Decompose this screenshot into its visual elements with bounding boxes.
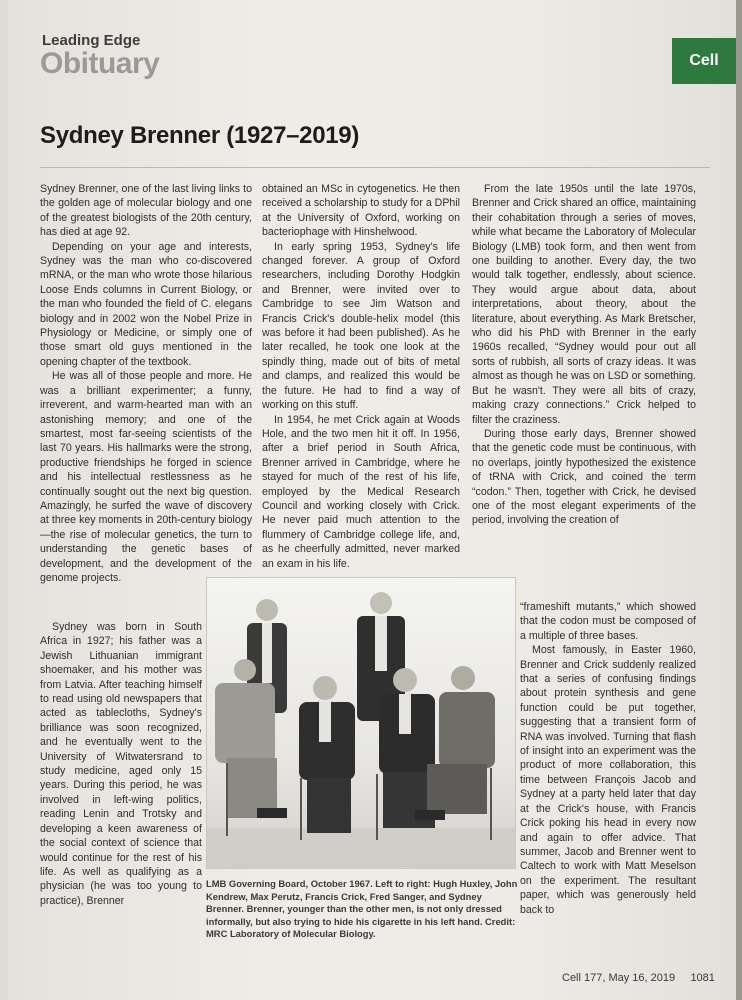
- paragraph: Most famously, in Easter 1960, Brenner and Crick suddenly realized that a series of confusing findings about protein synthesis and gene function could be put together, suggesting that a transient form of RNA was involved. Turning that flash of insight into an experiment was the product of more collaboration, this time between François Jacob and Sydney at a party held later that day at the Crick's house, with Francis Crick poking his head in every now and again to offer advice. That summer, Jacob and Brenner went to Caltech to work with Matt Meselson on the experiment. The resultant paper, which was generously held back to: [520, 644, 696, 916]
- paragraph: In early spring 1953, Sydney's life changed forever. A group of Oxford researchers, including Dorothy Hodgkin and Brenner, were invited over to Cambridge to see Jim Watson and Francis Crick's double-helix model (this was before it had been published). As he later recalled, he took one look at the spindly thing, made out of bits of metal and clamps, and realized this would be the future. He had to find a way of working on this stuff.: [262, 240, 460, 412]
- page-number: 1081: [690, 972, 715, 984]
- paragraph: obtained an MSc in cytogenetics. He then received a scholarship to study for a DPhil at the University of Oxford, working on bacteriophage with Hinshelwood.: [262, 183, 460, 239]
- section-label: Leading Edge: [42, 32, 141, 49]
- paragraph: During those early days, Brenner showed that the genetic code must be continuous, with no overlaps, jointly hypothesized the existence of tRNA with Crick, and coined the term “codon.” Then, together with Crick, he devised one of the most elegant experiments of the period, involving the creation of: [472, 427, 696, 527]
- column-3-continued: [520, 600, 696, 917]
- journal-tab: Cell: [672, 38, 736, 84]
- group-photo: [206, 577, 516, 869]
- photo-caption: LMB Governing Board, October 1967. Left to right: Hugh Huxley, John Kendrew, Max Perutz, Francis Crick, Fred Sanger, and Sydney Brenner. Brenner, younger than the other men, is not only dressed informally, but also trying to hide his cigarette in his left hand. Credit: MRC Laboratory of Molecular Biology.: [206, 878, 518, 940]
- paragraph: Sydney was born in South Africa in 1927; his father was a Jewish Lithuanian immigrant shoemaker, and his mother was from Latvia. After teaching himself to read using old newspapers that acted as tablecloths, Sydney's brilliance was soon recognized, and he eventually went to the University of Witwatersrand to study medicine, aged only 15 years. During this period, he was involved in left-wing politics, reading Lenin and Trotsky and developing a keen awareness of the social context of science that would continue for the rest of his life. As well as qualifying as a physician (he was too young to practice), Brenner: [40, 621, 202, 907]
- citation: Cell 177, May 16, 2019: [562, 972, 676, 984]
- section-title: Obituary: [40, 47, 160, 80]
- column-3: [472, 182, 696, 528]
- page-edge-shadow: [736, 0, 742, 1000]
- group-photo-illustration: [207, 578, 515, 868]
- paragraph: In 1954, he met Crick again at Woods Hole, and the two men hit it off. In 1956, after a brief period in South Africa, Brenner arrived in Cambridge, where he stayed for much of the rest of his life, employed by the Medical Research Council and working closely with Crick. He never paid much attention to the flummery of Cambridge college life, and, as he cheerfully admitted, never marked an exam in his life.: [262, 413, 460, 570]
- paragraph: “frameshift mutants,” which showed that the codon must be composed of a multiple of three bases.: [520, 601, 696, 642]
- paragraph: He was all of those people and more. He was a brilliant experimenter; a funny, irreverent, and warm-hearted man with an astonishing memory; and one of the smartest, most far-seeing scientists of the last 70 years. His hallmarks were the strong, productive friendships he forged in science and his intellectual restlessness as he continually sought out the next big question. Amazingly, he surfed the wave of discovery at three key moments in 20th-century biology—the rise of molecular genetics, the turn to understanding the genetic bases of development, and the development of the genome projects.: [40, 370, 252, 584]
- title-divider: [40, 167, 710, 168]
- page-footer: [562, 972, 715, 984]
- column-1: [40, 182, 252, 585]
- column-2: [262, 182, 460, 571]
- paragraph: From the late 1950s until the late 1970s, Brenner and Crick shared an office, maintaining their cohabitation through a series of moves, while what became the Laboratory of Molecular Biology (LMB) took form, and then went from one building to another. Every day, the two would talk together, endlessly, about science. They would argue about data, about interpretations, about theory, about the literature, about everything. As Mark Bretscher, who did his PhD with Brenner in the early 1960s recalled, “Sydney would pour out all sorts of rubbish, all sorts of crazy ideas. It was almost as though he was on LSD or something. But he wasn't. They were all bits of crazy, making crazy connections.” Crick helped to filter the craziness.: [472, 183, 696, 426]
- paragraph: Sydney Brenner, one of the last living links to the golden age of molecular biology and one of the greatest biologists of the 20th century, has died at age 92.: [40, 183, 252, 239]
- article-title: Sydney Brenner (1927–2019): [40, 122, 360, 149]
- paragraph: Depending on your age and interests, Sydney was the man who co-discovered mRNA, or the man who wrote those hilarious Loose Ends columns in Current Biology, or the man who founded the field of C. elegans biology and in 2002 won the Nobel Prize in Physiology or Medicine, or simply one of those smart old guys mentioned in the opening chapter of the textbook.: [40, 240, 252, 368]
- person-seated-2: [299, 676, 355, 833]
- column-1-continued: [40, 620, 202, 908]
